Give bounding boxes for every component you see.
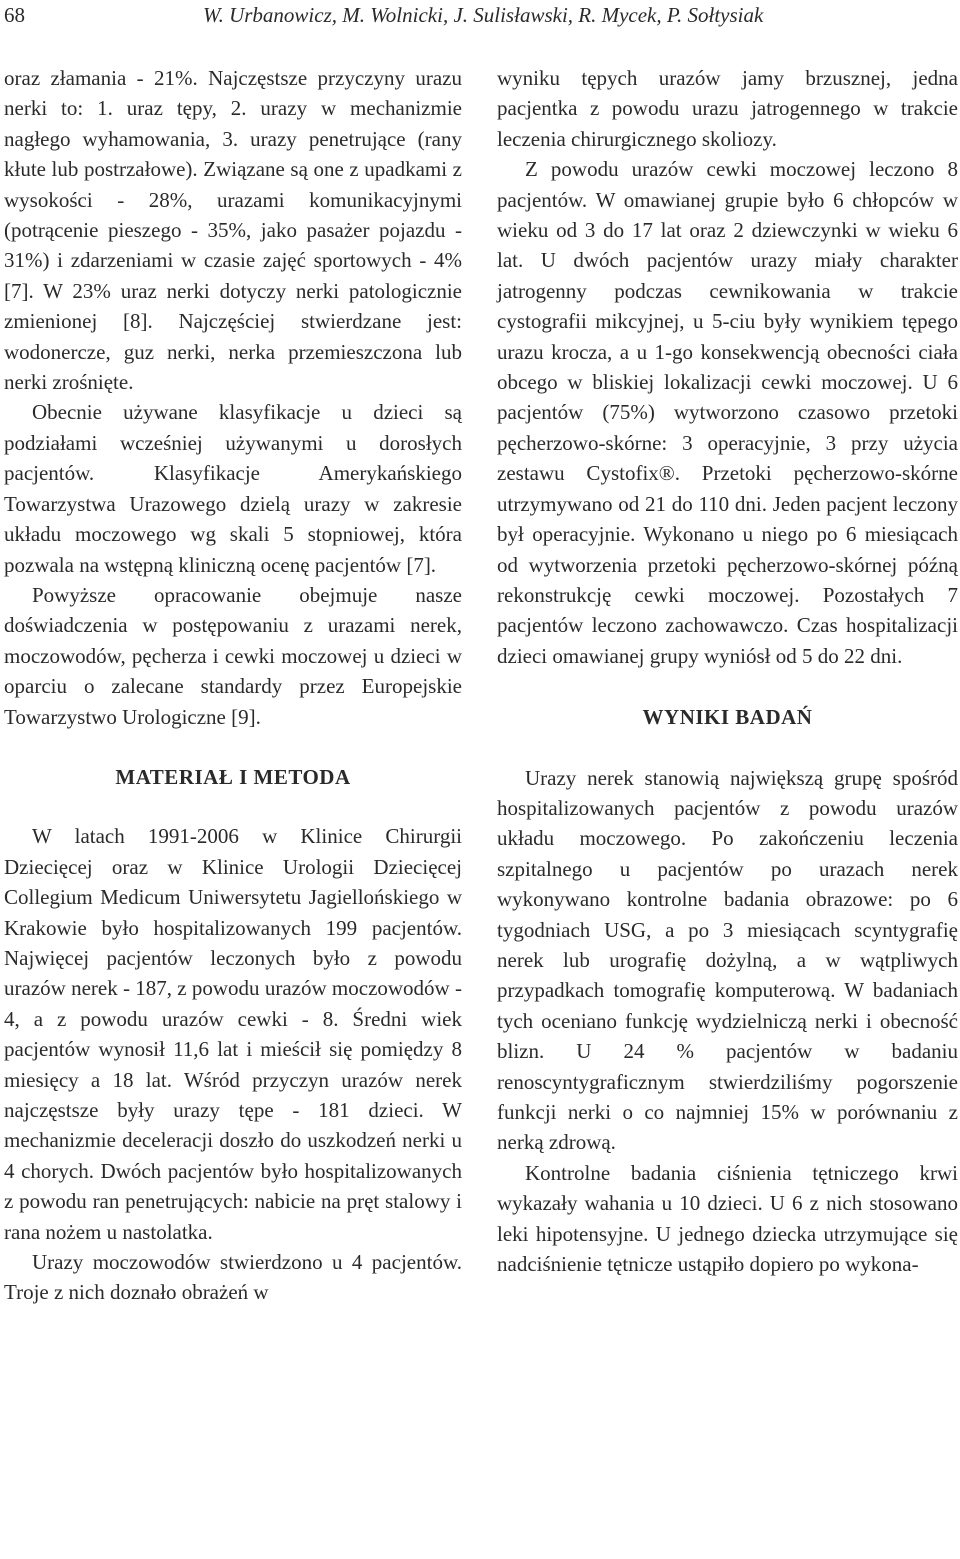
right-column [497,63,958,1279]
left-paragraph-2: Obecnie używane klasyfikacje u dzieci są podziałami wcześniej używanymi u dorosłych pacjentów. Klasyfikacje Amerykańskiego Towarzystwa Urazowego dzielą urazy w zakresie układu moczowego wg skali 5 stopniowej, która pozwala na wstępną kliniczną ocenę pacjentów [7]. [4,400,462,577]
spacer [4,792,462,821]
running-header-authors: W. Urbanowicz, M. Wolnicki, J. Sulisławski, R. Mycek, P. Sołtysiak [203,3,764,27]
section-heading-results: WYNIKI BADAŃ [642,705,813,730]
left-column [4,63,462,1308]
right-paragraph-1: wyniku tępych urazów jamy brzusznej, jedna pacjentka z powodu urazu jatrogennego w trakcie leczenia chirurgicznego skoliozy. [497,66,958,151]
spacer [4,732,462,762]
right-paragraph-4: Kontrolne badania ciśnienia tętniczego krwi wykazały wahania u 10 dzieci. U 6 z nich stosowano leki hipotensyjne. U jednego dziecka utrzymujące się nadciśnienie tętnicze ustąpiło dopiero po wykona- [497,1160,958,1277]
spacer [497,671,958,702]
page-header [0,0,960,34]
page-number: 68 [4,3,25,27]
left-paragraph-5: Urazy moczowodów stwierdzono u 4 pacjentów. Troje z nich doznało obrażeń w [4,1250,462,1305]
spacer [497,733,958,763]
left-paragraph-3: Powyższe opracowanie obejmuje nasze doświadczenia w postępowaniu z urazami nerek, moczowodów, pęcherza i cewki moczowej u dzieci w oparciu o zalecane standardy przez Europejskie Towarzystwo Urologiczne [9]. [4,582,462,729]
left-paragraph-1: oraz złamania - 21%. Najczęstsze przyczyny urazu nerki to: 1. uraz tępy, 2. urazy w mechanizmie nagłego wyhamowania, 3. urazy penetrujące (rany kłute lub postrzałowe). Związane są one z upadkami z wysokości - 28%, urazami komunikacyjnymi (potrącenie pieszego - 35%, jako pasażer pojazdu - 31%) i zdarzeniami w czasie zajęć sportowych - 4% [7]. W 23% uraz nerki dotyczy nerki patologicznie zmienionej [8]. Najczęściej stwierdzane jest: wodonercze, guz nerki, nerka przemieszczona lub nerki zrośnięte. [4,66,462,395]
right-paragraph-2: Z powodu urazów cewki moczowej leczono 8 pacjentów. W omawianej grupie było 6 chłopców w wieku od 3 do 17 lat oraz 2 dziewczynki w wieku 6 lat. U dwóch pacjentów urazy miały charakter jatrogenny podczas cewnikowania w trakcie cystografii mikcyjnej, u 5-ciu były wynikiem tępego urazu krocza, a u 1-go konsekwencją obecności ciała obcego w bliskiej lokalizacji cewki moczowej. U 6 pacjentów (75%) wytworzono czasowo przetoki pęcherzowo-skórne: 3 operacyjnie, 3 przy użycia zestawu Cystofix®. Przetoki pęcherzowo-skórne utrzymywano od 21 do 110 dni. Jeden pacjent leczony był operacyjnie. Wykonano u niego po 6 miesiącach od wytworzenia przetoki pęcherzowo-skórnej późną rekonstrukcję cewki moczowej. Pozostałych 7 pacjentów leczono zachowawczo. Czas hospitalizacji dzieci omawianej grupy wyniósł od 5 do 22 dni. [497,157,958,668]
left-paragraph-4: W latach 1991-2006 w Klinice Chirurgii Dziecięcej oraz w Klinice Urologii Dziecięcej Collegium Medicum Uniwersytetu Jagiellońskiego w Krakowie było hospitalizowanych 199 pacjentów. Najwięcej pacjentów leczonych było z powodu urazów nerek - 187, z powodu urazów moczowodów - 4, a z powodu urazów cewki - 8. Średni wiek pacjentów wynosił 11,6 lat i mieścił się pomiędzy 8 miesięcy a 18 lat. Wśród przyczyn urazów nerek najczęstsze były urazy tępe - 181 dzieci. W mechanizmie deceleracji doszło do uszkodzeń nerki u 4 chorych. Dwóch pacjentów było hospitalizowanych z powodu ran penetrujących: nabicie na pręt stalowy i rana nożem u nastolatka. [4,824,462,1244]
right-paragraph-3: Urazy nerek stanowią największą grupę spośród hospitalizowanych pacjentów z powodu urazów układu moczowego. Po zakończeniu leczenia szpitalnego u pacjentów po urazach nerek wykonywano kontrolne badania obrazowe: po 6 tygodniach USG, a po 3 miesiącach scyntygrafię nerek lub urografię dożylną, a w wątpliwych przypadkach tomografię komputerową. W badaniach tych oceniano funkcję wydzielniczą nerki i obecność blizn. U 24 % pacjentów w badaniu renoscyntygraficznym stwierdziliśmy pogorszenie funkcji nerki o co najmniej 15% w porównaniu z nerką zdrową. [497,765,958,1155]
section-heading-material: MATERIAŁ I METODA [115,764,351,789]
